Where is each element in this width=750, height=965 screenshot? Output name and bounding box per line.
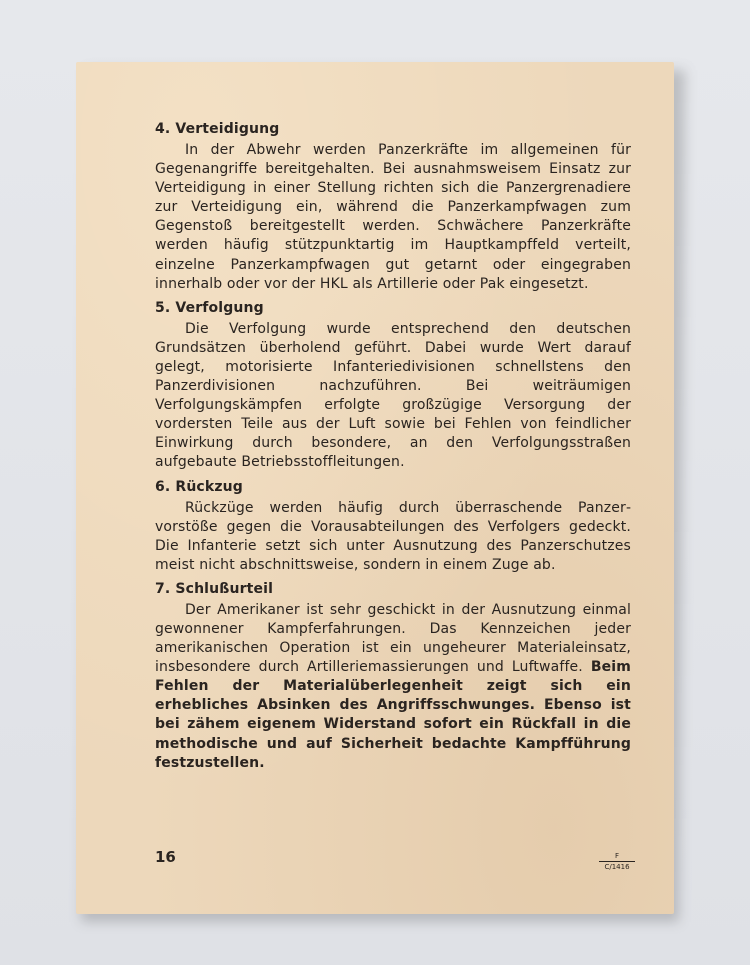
- page-number: 16: [155, 848, 176, 866]
- section-verfolgung: [155, 299, 631, 473]
- section-heading: 5. Verfolgung: [155, 299, 264, 316]
- section-verteidigung: [155, 120, 631, 294]
- printer-code-bottom: C/1416: [604, 863, 630, 871]
- printer-code-top: F: [614, 852, 620, 860]
- section-paragraph: Rückzüge werden häufig durch überraschende Panzervorstöße gegen die Vorausabteilungen des Verfolgers gedeckt. Die Infanterie setzt sich unter Ausnutzung des Panzerschutzes meist nicht abschnittsweise, sondern in einem Zuge ab.: [155, 499, 631, 573]
- section-schlussurteil: [155, 580, 631, 773]
- booklet-page: [76, 62, 674, 914]
- page-content: [155, 120, 631, 778]
- section-heading: 6. Rückzug: [155, 478, 243, 495]
- paragraph-bold-text: Beim Fehlen der Materialüberlegenheit zeigt sich ein erhebliches Absinken des Angriffsschwunges. Ebenso ist bei zähem eigenem Widerstand sofort ein Rückfall in die methodische und auf Sicherheit bedachte Kampfführung festzustellen.: [155, 659, 631, 771]
- section-paragraph: In der Abwehr werden Panzerkräfte im allgemeinen für Gegenangriffe bereitgehalten. Bei ausnahmsweisem Einsatz zur Verteidigung in einer Stellung richten sich die Panzergrenadiere zur Verteidigung ein, während die Panzerkampfwagen zum Gegenstoß bereitgestellt werden. Schwächere Panzerkräfte werden häufig stützpunktartig im Hauptkampffeld verteilt, einzelne Panzerkampfwagen gut getarnt oder eingegraben innerhalb oder vor der HKL als Artillerie oder Pak eingesetzt.: [155, 142, 631, 292]
- section-heading: 7. Schlußurteil: [155, 580, 274, 597]
- section-paragraph: [155, 601, 631, 773]
- section-heading: 4. Verteidigung: [155, 121, 280, 137]
- printer-code: [599, 852, 635, 871]
- printer-code-rule: [599, 861, 635, 862]
- section-rueckzug: [155, 478, 631, 575]
- paragraph-regular-text: Der Amerikaner ist sehr geschickt in der Ausnutzung einmal gewonnener Kampferfahrungen. Das Kennzeichen jeder amerikanischen Operation ist ein ungeheurer Materialeinsatz, insbesondere durch Artilleriemassierungen und Luftwaffe.: [155, 601, 631, 676]
- section-paragraph: Die Verfolgung wurde entsprechend den deutschen Grundsätzen überholend geführt. Dabei wurde Wert darauf gelegt, motorisierte Infanteriedivisionen schnellstens den Panzerdivisionen nachzuführen. Bei weiträumigen Verfolgungskämpfen erfolgte großzügige Versorgung der vordersten Teile aus der Luft sowie bei Fehlen von feindlicher Einwirkung durch besondere, an den Verfolgungsstraßen aufgebaute Betriebsstoffleitungen.: [155, 320, 631, 471]
